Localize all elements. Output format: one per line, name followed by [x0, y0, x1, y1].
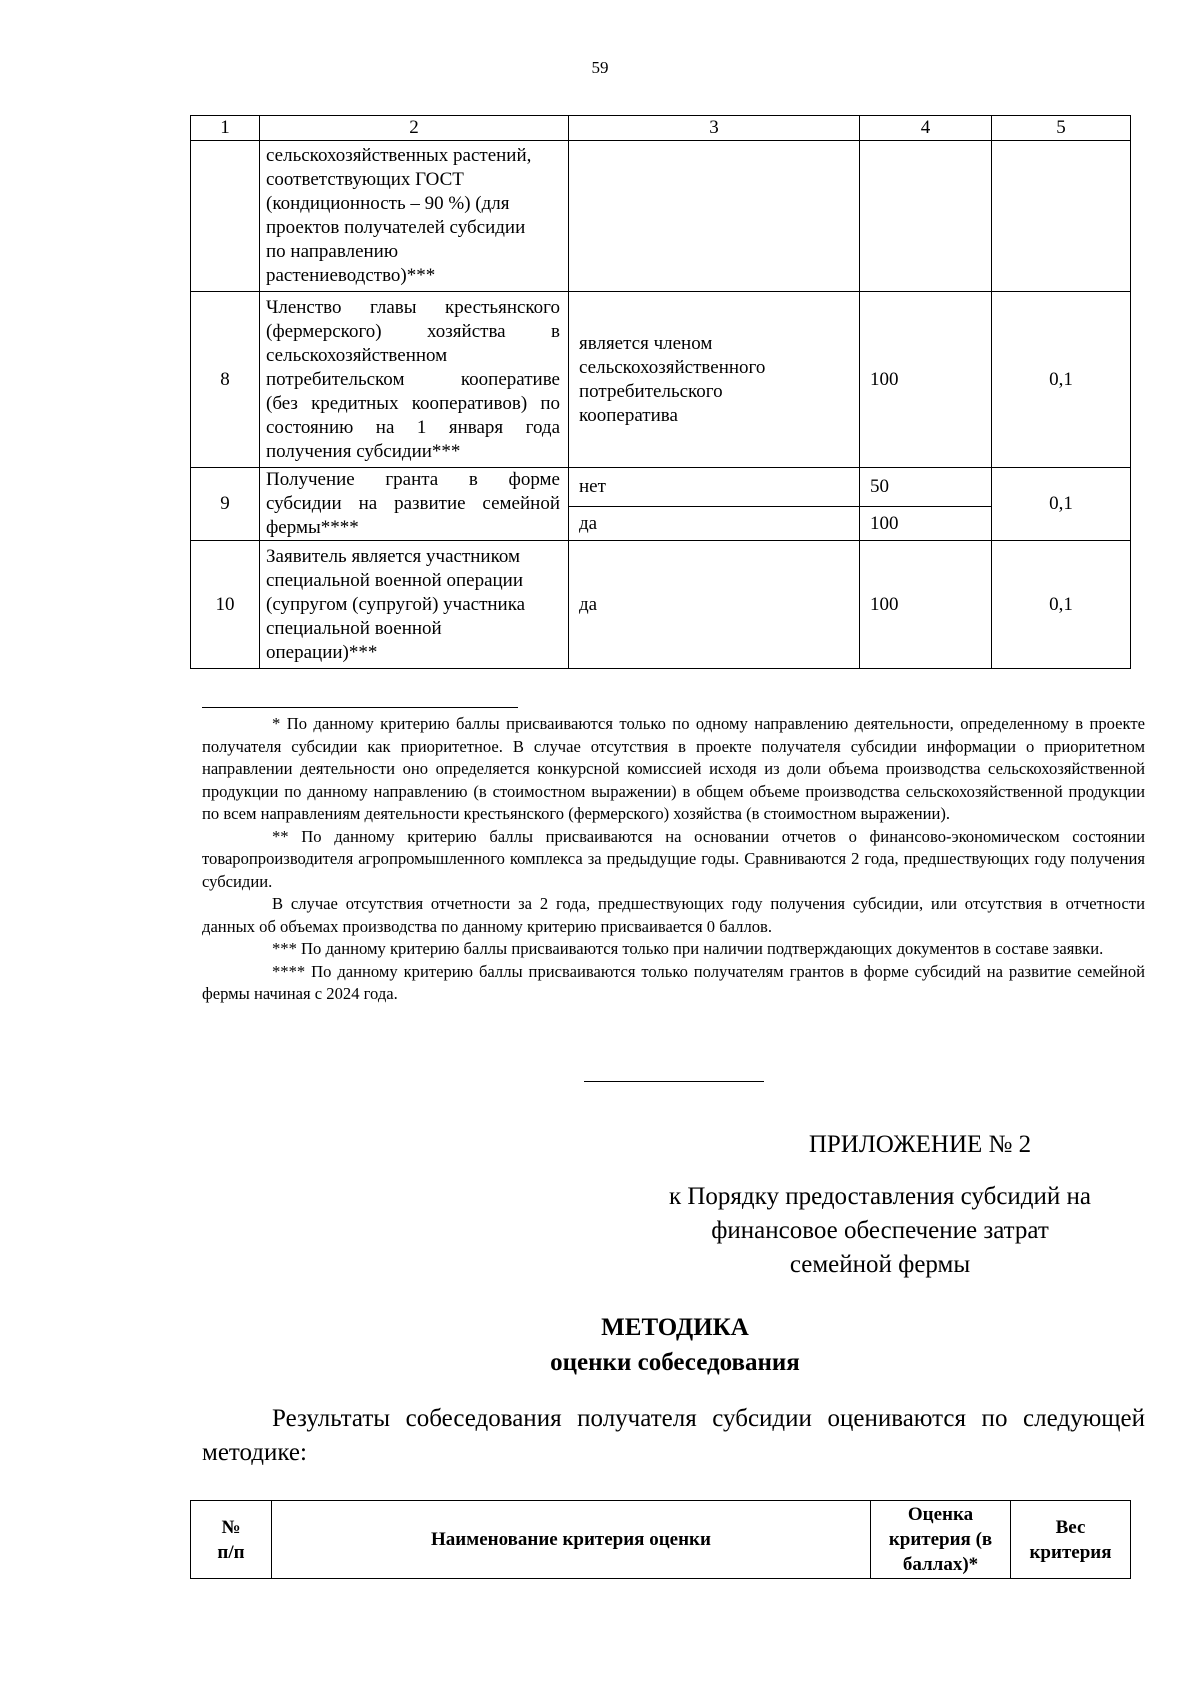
appendix-subtitle: к Порядку предоставления субсидий на финансовое обеспечение затрат семейной фермы: [668, 1183, 1091, 1278]
header-cell: 2: [260, 116, 569, 141]
criterion-value: нет: [569, 468, 860, 507]
header-cell-weight: Вес критерия: [1011, 1501, 1131, 1579]
row-number: 10: [191, 541, 260, 669]
criterion-name: сельскохозяйственных растений, соответствующих ГОСТ (кондиционность – 90 %) (для проектов получателей субсидии по направлению растениеводство)***: [260, 141, 569, 292]
methodology-table: [190, 1500, 1131, 1579]
row-number: 9: [191, 468, 260, 541]
criteria-table: [190, 115, 1131, 669]
table-header-row: [191, 116, 1131, 141]
header-cell: 1: [191, 116, 260, 141]
criterion-name: Заявитель является участником специальной военной операции (супругом (супругой) участника специальной военной операции)***: [260, 541, 569, 669]
footnote: * По данному критерию баллы присваиваются только по одному направлению деятельности, определенному в проекте получателя субсидии как приоритетное. В случае отсутствия в проекте получателя субсидии информации о приоритетном направлении деятельности оно определяется конкурсной комиссией исходя из доли объема производства сельскохозяйственной продукции по данному направлению (в стоимостном выражении) в общем объеме производства сельскохозяйственной продукции по всем направлениям деятельности крестьянского (фермерского) хозяйства (в стоимостном выражении).: [202, 714, 1145, 823]
footnote-separator: [202, 707, 518, 708]
footnote: *** По данному критерию баллы присваиваются только при наличии подтверждающих документов в составе заявки.: [272, 939, 1104, 958]
header-cell: 5: [992, 116, 1131, 141]
criterion-value: является членом сельскохозяйственного потребительского кооператива: [569, 292, 860, 468]
table-row-8: [191, 292, 1131, 468]
methodology-heading: [0, 1310, 1200, 1380]
criterion-score: 100: [860, 507, 992, 541]
criterion-weight: [992, 141, 1131, 292]
header-cell: 4: [860, 116, 992, 141]
criterion-name: Членство главы крестьянского (фермерского) хозяйства в сельскохозяйственном потребительском кооперативе (без кредитных кооперативов) по состоянию на 1 января года получения субсидии***: [260, 292, 569, 468]
methodology-title: МЕТОДИКА: [601, 1314, 749, 1341]
footnote: ** По данному критерию баллы присваиваются на основании отчетов о финансово-экономическом состоянии товаропроизводителя агропромышленного комплекса за предыдущие годы. Сравниваются 2 года, предшествующих году получения субсидии.: [202, 826, 1145, 891]
criterion-weight: 0,1: [992, 541, 1131, 669]
header-cell-number: № п/п: [191, 1501, 272, 1579]
footnote: **** По данному критерию баллы присваиваются только получателям грантов в форме субсидий на развитие семейной фермы начиная с 2024 года.: [202, 961, 1145, 1003]
criterion-value: да: [569, 541, 860, 669]
row-number: [191, 141, 260, 292]
criterion-weight: 0,1: [992, 468, 1131, 541]
criterion-name: Получение гранта в форме субсидии на развитие семейной фермы****: [260, 468, 569, 541]
criterion-score: 50: [860, 468, 992, 507]
header-cell-score: Оценка критерия (в баллах)*: [871, 1501, 1011, 1579]
table-row-continuation: [191, 141, 1131, 292]
footnote: В случае отсутствия отчетности за 2 года, предшествующих году получения субсидии, или отсутствия в отчетности данных об объемах производства по данному критерию присваивается 0 баллов.: [202, 894, 1145, 936]
criterion-score: [860, 141, 992, 292]
footnotes: [202, 713, 1145, 1006]
criterion-value: да: [569, 507, 860, 541]
methodology-intro: Результаты собеседования получателя субсидии оцениваются по следующей методике:: [202, 1405, 1145, 1466]
methodology-subtitle: оценки собеседования: [550, 1349, 800, 1376]
table-header-row: [191, 1501, 1131, 1579]
row-number: 8: [191, 292, 260, 468]
table-row-9: [191, 468, 1131, 507]
header-cell: 3: [569, 116, 860, 141]
criterion-value: [569, 141, 860, 292]
criterion-score: 100: [860, 292, 992, 468]
table-row-10: [191, 541, 1131, 669]
appendix-title: ПРИЛОЖЕНИЕ № 2: [808, 1131, 1032, 1158]
page-number: 59: [591, 58, 609, 77]
section-divider: [584, 1081, 764, 1082]
header-cell-name: Наименование критерия оценки: [272, 1501, 871, 1579]
criterion-weight: 0,1: [992, 292, 1131, 468]
criterion-score: 100: [860, 541, 992, 669]
